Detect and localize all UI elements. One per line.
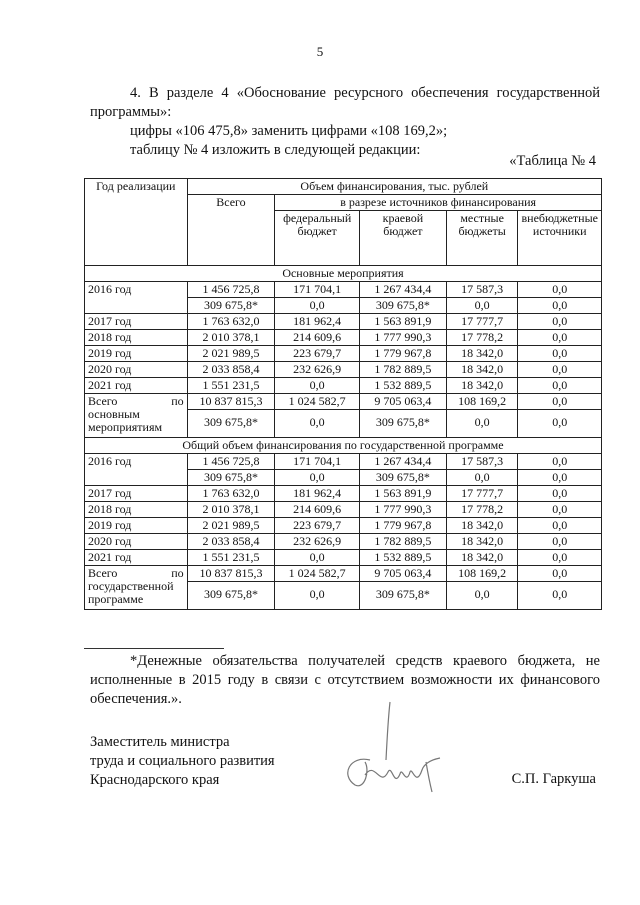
total-cell: 309 675,8* — [187, 410, 275, 438]
regional-cell: 1 267 434,4 — [360, 454, 447, 470]
year-cell: 2016 год — [85, 282, 188, 314]
regional-cell: 9 705 063,4 — [360, 394, 447, 410]
off-cell: 0,0 — [518, 346, 602, 362]
federal-cell: 0,0 — [275, 298, 360, 314]
intro-line-2: таблицу № 4 изложить в следующей редакции: — [130, 142, 421, 158]
off-cell: 0,0 — [518, 582, 602, 610]
regional-cell: 1 779 967,8 — [360, 518, 447, 534]
local-cell: 108 169,2 — [446, 566, 518, 582]
off-cell: 0,0 — [518, 362, 602, 378]
total-cell: 1 551 231,5 — [187, 378, 275, 394]
total-cell: 2 021 989,5 — [187, 518, 275, 534]
table-row — [85, 518, 602, 534]
off-cell: 0,0 — [518, 410, 602, 438]
total-cell: 2 033 858,4 — [187, 362, 275, 378]
local-cell: 17 778,2 — [446, 330, 518, 346]
signatory-line-3: Краснодарского края — [90, 772, 220, 788]
local-cell: 17 587,3 — [446, 454, 518, 470]
handwritten-signature — [330, 700, 450, 810]
off-cell: 0,0 — [518, 298, 602, 314]
off-cell: 0,0 — [518, 470, 602, 486]
local-cell: 0,0 — [446, 298, 518, 314]
signatory-line-1: Заместитель министра — [90, 734, 230, 750]
federal-cell: 0,0 — [275, 582, 360, 610]
local-cell: 0,0 — [446, 470, 518, 486]
financing-table — [84, 178, 602, 610]
regional-cell: 1 779 967,8 — [360, 346, 447, 362]
total-cell: 1 763 632,0 — [187, 486, 275, 502]
regional-cell: 309 675,8* — [360, 298, 447, 314]
local-cell: 18 342,0 — [446, 550, 518, 566]
table-row — [85, 362, 602, 378]
off-cell: 0,0 — [518, 518, 602, 534]
header-by-sources: в разрезе источников финансирования — [275, 195, 602, 211]
total-cell: 1 551 231,5 — [187, 550, 275, 566]
local-cell: 0,0 — [446, 410, 518, 438]
year-cell: 2021 год — [85, 550, 188, 566]
federal-cell: 181 962,4 — [275, 486, 360, 502]
header-local: местные бюджеты — [446, 211, 518, 266]
total-cell: 1 456 725,8 — [187, 454, 275, 470]
year-cell: 2017 год — [85, 486, 188, 502]
total-cell: 309 675,8* — [187, 470, 275, 486]
total-cell: 2 033 858,4 — [187, 534, 275, 550]
local-cell: 18 342,0 — [446, 534, 518, 550]
local-cell: 18 342,0 — [446, 378, 518, 394]
signatory-line-2: труда и социального развития — [90, 753, 275, 769]
federal-cell: 223 679,7 — [275, 346, 360, 362]
header-year: Год реализации — [85, 179, 188, 266]
regional-cell: 9 705 063,4 — [360, 566, 447, 582]
local-cell: 17 778,2 — [446, 502, 518, 518]
off-cell: 0,0 — [518, 378, 602, 394]
off-cell: 0,0 — [518, 534, 602, 550]
total-label: Всего по государственной программе — [85, 566, 188, 610]
local-cell: 18 342,0 — [446, 362, 518, 378]
regional-cell: 1 777 990,3 — [360, 502, 447, 518]
regional-cell: 1 532 889,5 — [360, 378, 447, 394]
off-cell: 0,0 — [518, 566, 602, 582]
year-cell: 2019 год — [85, 518, 188, 534]
footnote: *Денежные обязательства получателей средств краевого бюджета, не исполненные в 2015 году в связи с отсутствием возможности их финансового обеспечения.». — [90, 653, 600, 707]
total-cell: 2 010 378,1 — [187, 330, 275, 346]
federal-cell: 0,0 — [275, 378, 360, 394]
federal-cell: 0,0 — [275, 470, 360, 486]
local-cell: 17 777,7 — [446, 486, 518, 502]
footnote-rule — [84, 648, 224, 649]
off-cell: 0,0 — [518, 282, 602, 298]
regional-cell: 1 532 889,5 — [360, 550, 447, 566]
off-cell: 0,0 — [518, 454, 602, 470]
header-regional: краевой бюджет — [360, 211, 447, 266]
table-row — [85, 502, 602, 518]
federal-cell: 181 962,4 — [275, 314, 360, 330]
table-row — [85, 282, 602, 298]
table-row — [85, 534, 602, 550]
table-row — [85, 550, 602, 566]
federal-cell: 0,0 — [275, 550, 360, 566]
year-cell: 2020 год — [85, 534, 188, 550]
regional-cell: 309 675,8* — [360, 410, 447, 438]
table-row — [85, 378, 602, 394]
year-cell: 2021 год — [85, 378, 188, 394]
off-cell: 0,0 — [518, 550, 602, 566]
year-cell: 2020 год — [85, 362, 188, 378]
federal-cell: 214 609,6 — [275, 330, 360, 346]
local-cell: 18 342,0 — [446, 346, 518, 362]
total-row — [85, 394, 602, 410]
table-row — [85, 486, 602, 502]
local-cell: 0,0 — [446, 582, 518, 610]
total-cell: 1 456 725,8 — [187, 282, 275, 298]
total-row — [85, 566, 602, 582]
regional-cell: 309 675,8* — [360, 470, 447, 486]
federal-cell: 214 609,6 — [275, 502, 360, 518]
off-cell: 0,0 — [518, 314, 602, 330]
federal-cell: 171 704,1 — [275, 454, 360, 470]
table-row — [85, 314, 602, 330]
total-cell: 10 837 815,3 — [187, 566, 275, 582]
federal-cell: 223 679,7 — [275, 518, 360, 534]
regional-cell: 1 782 889,5 — [360, 362, 447, 378]
federal-cell: 232 626,9 — [275, 362, 360, 378]
regional-cell: 1 782 889,5 — [360, 534, 447, 550]
local-cell: 108 169,2 — [446, 394, 518, 410]
signatory-title — [90, 733, 275, 790]
total-cell: 309 675,8* — [187, 582, 275, 610]
off-cell: 0,0 — [518, 502, 602, 518]
off-cell: 0,0 — [518, 330, 602, 346]
local-cell: 17 777,7 — [446, 314, 518, 330]
total-cell: 10 837 815,3 — [187, 394, 275, 410]
total-cell: 1 763 632,0 — [187, 314, 275, 330]
local-cell: 18 342,0 — [446, 518, 518, 534]
regional-cell: 309 675,8* — [360, 582, 447, 610]
signatory-name: С.П. Гаркуша — [511, 771, 596, 787]
regional-cell: 1 563 891,9 — [360, 314, 447, 330]
year-cell: 2018 год — [85, 330, 188, 346]
intro-line-1: цифры «106 475,8» заменить цифрами «108 169,2»; — [130, 123, 448, 139]
year-cell: 2019 год — [85, 346, 188, 362]
table-row — [85, 330, 602, 346]
year-cell: 2018 год — [85, 502, 188, 518]
off-cell: 0,0 — [518, 394, 602, 410]
section-title-program-total: Общий объем финансирования по государственной программе — [85, 438, 602, 454]
page-number: 5 — [316, 44, 324, 59]
total-cell: 2 021 989,5 — [187, 346, 275, 362]
intro-paragraph: 4. В разделе 4 «Обоснование ресурсного обеспечения государственной программы»: — [90, 85, 600, 120]
federal-cell: 232 626,9 — [275, 534, 360, 550]
federal-cell: 171 704,1 — [275, 282, 360, 298]
regional-cell: 1 267 434,4 — [360, 282, 447, 298]
table-row — [85, 346, 602, 362]
year-cell: 2017 год — [85, 314, 188, 330]
header-federal: федеральный бюджет — [275, 211, 360, 266]
off-cell: 0,0 — [518, 486, 602, 502]
table-row — [85, 454, 602, 470]
header-volume: Объем финансирования, тыс. рублей — [187, 179, 601, 195]
federal-cell: 1 024 582,7 — [275, 566, 360, 582]
header-total: Всего — [187, 195, 275, 266]
federal-cell: 0,0 — [275, 410, 360, 438]
table-reference: «Таблица № 4 — [509, 153, 596, 169]
federal-cell: 1 024 582,7 — [275, 394, 360, 410]
local-cell: 17 587,3 — [446, 282, 518, 298]
regional-cell: 1 777 990,3 — [360, 330, 447, 346]
year-cell: 2016 год — [85, 454, 188, 486]
regional-cell: 1 563 891,9 — [360, 486, 447, 502]
section-title-main-measures: Основные мероприятия — [85, 266, 602, 282]
total-cell: 2 010 378,1 — [187, 502, 275, 518]
total-label: Всего по основным мероприятиям — [85, 394, 188, 438]
header-offbudget: внебюджетные источники — [518, 211, 602, 266]
total-cell: 309 675,8* — [187, 298, 275, 314]
